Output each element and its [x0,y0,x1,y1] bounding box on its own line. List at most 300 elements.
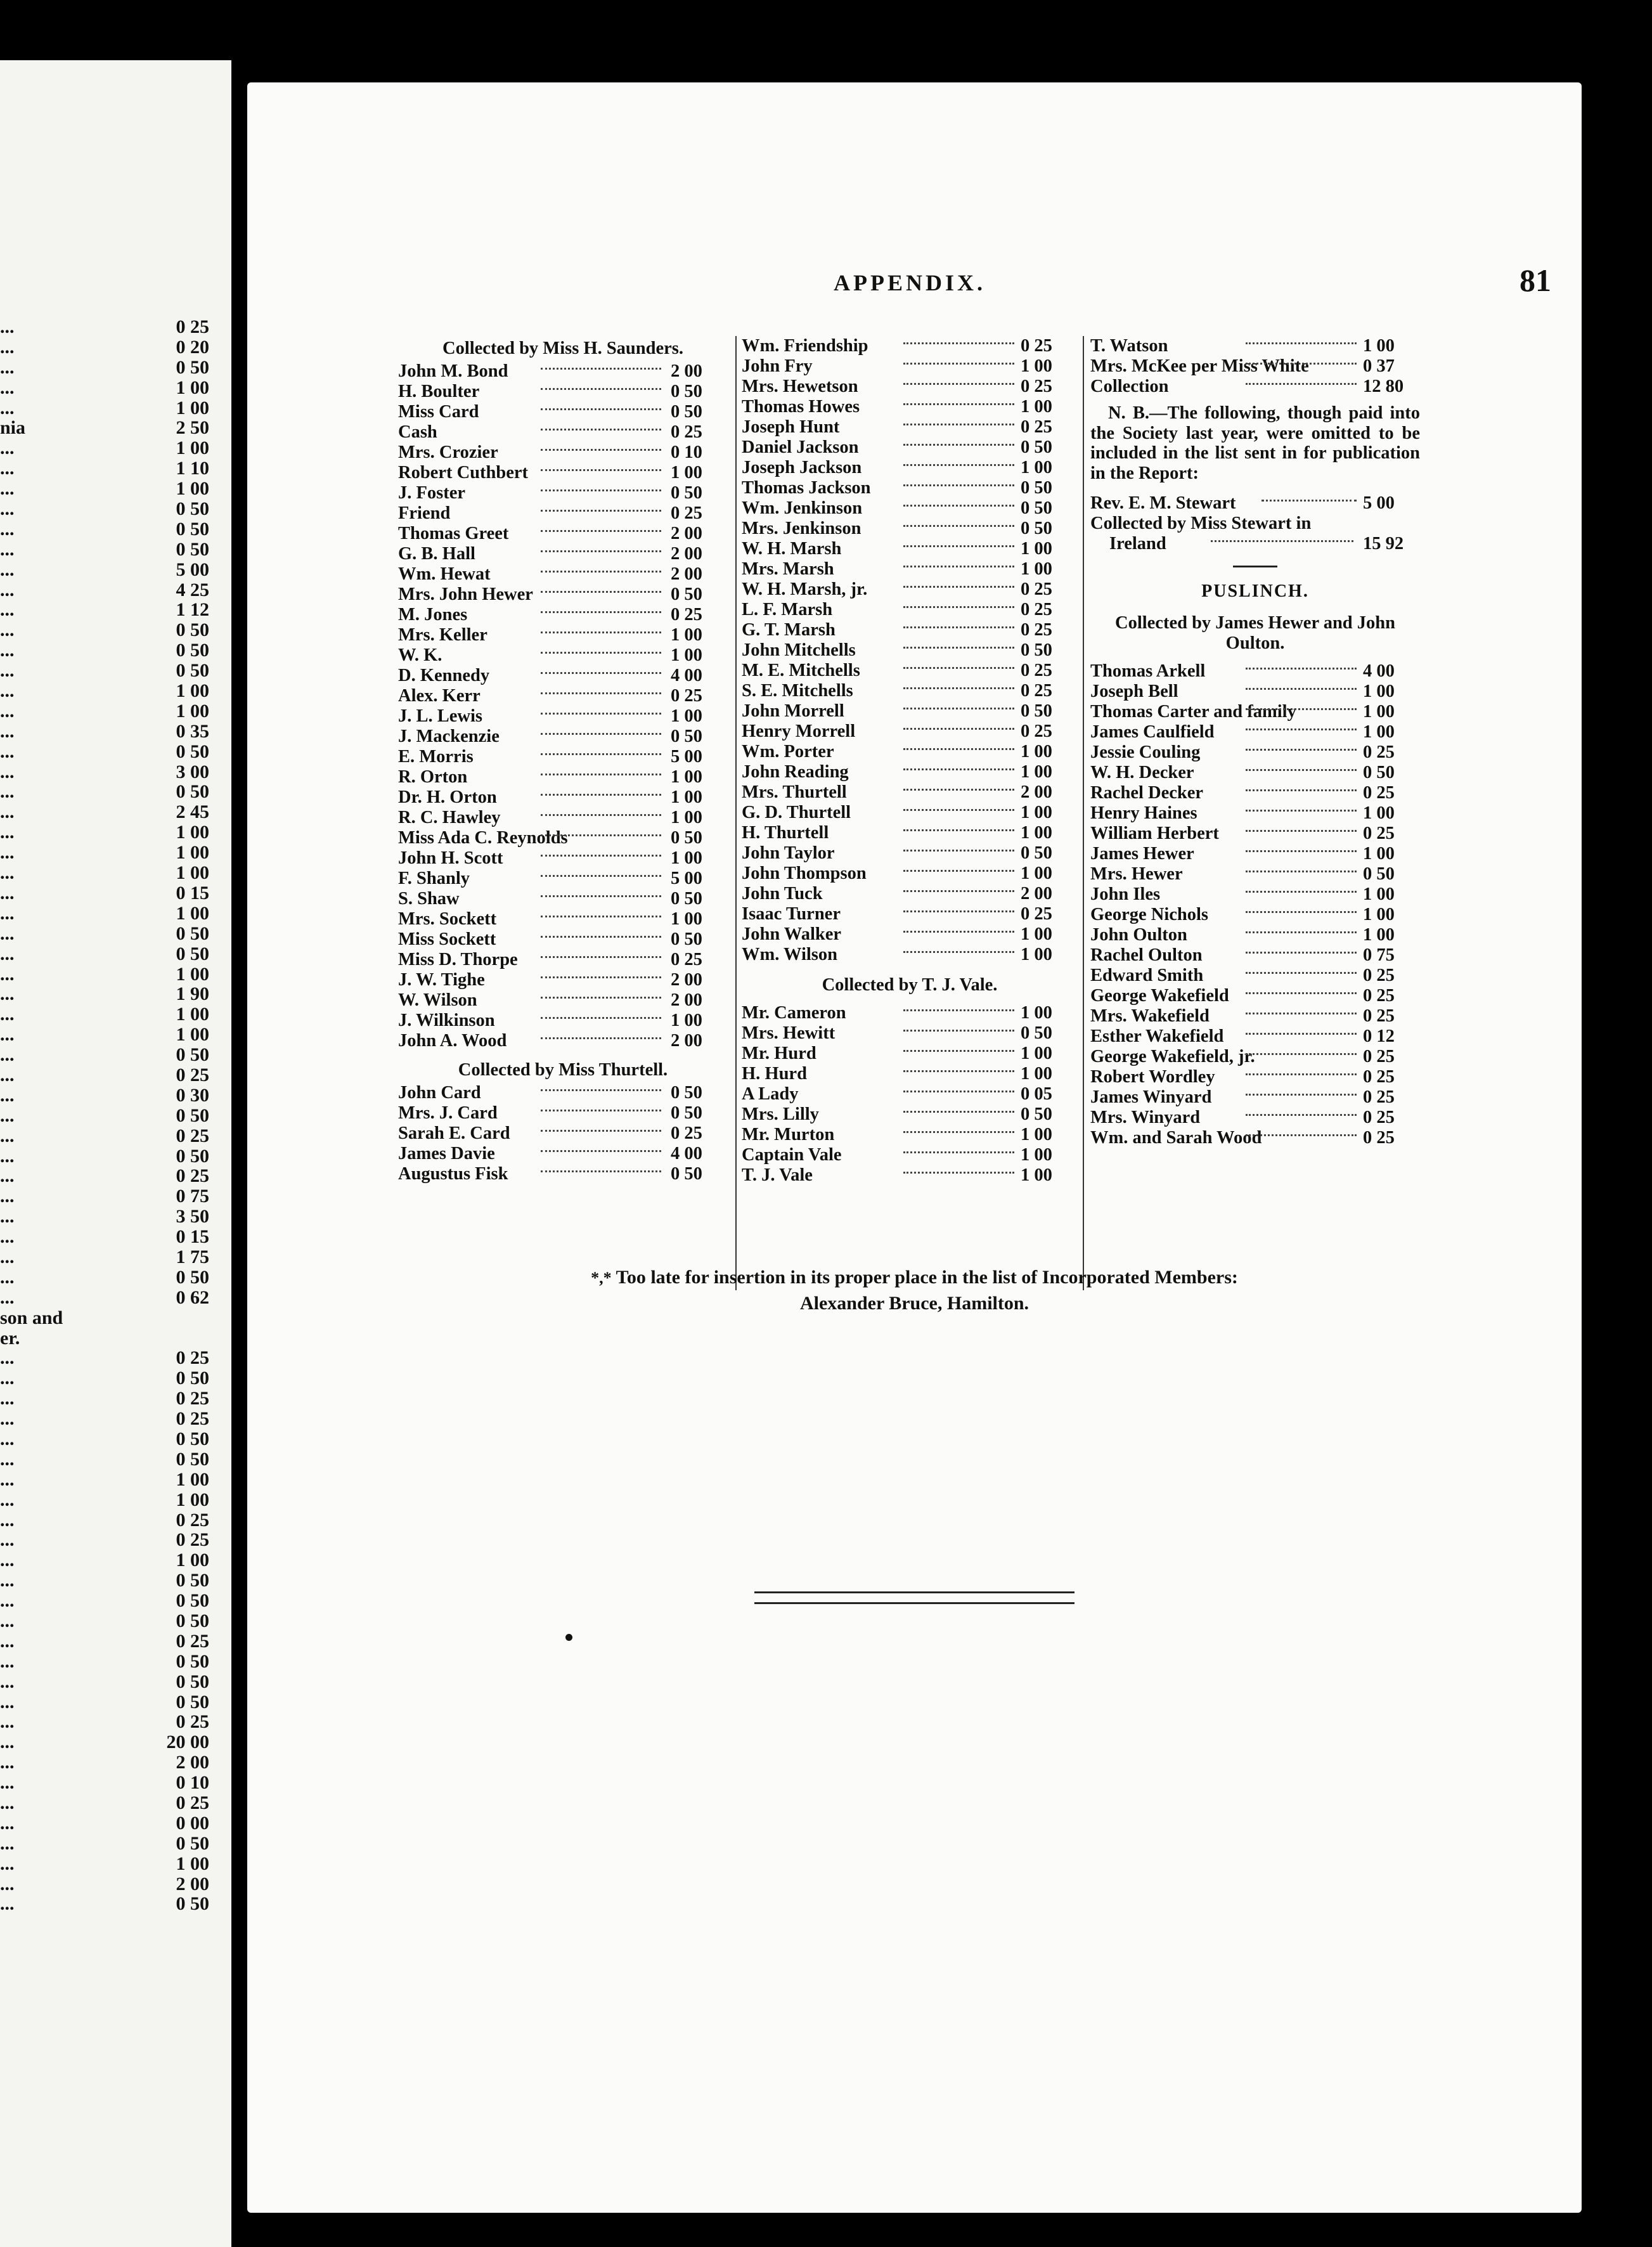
fragment-text: ... [0,801,15,823]
leader-dots [903,1091,1014,1092]
nb-note-text: N. B.—The following, though paid into the Society last year, were omitted to be included in the list sent in for publication in the Report: [1090,403,1420,483]
list-item [1090,1047,1420,1067]
fragment-amount: 0 50 [176,923,209,944]
donor-name: E. Morris [398,747,474,767]
fragment-text: ... [0,1145,15,1167]
donor-name: John Walker [742,924,842,944]
leader-dots [1246,1094,1357,1096]
leader-dots [903,342,1014,344]
leader-dots [1246,992,1357,994]
list-item [398,767,728,787]
leader-dots [1246,911,1357,913]
donor-name: Mrs. John Hewer [398,585,533,604]
leader-dots [541,672,661,674]
fragment-text: ... [0,1125,15,1146]
list-item [1090,1067,1420,1087]
fragment-amount: 0 15 [176,1226,209,1248]
donor-name: M. Jones [398,605,468,625]
list-item [1090,356,1420,377]
donor-name: M. E. Mitchells [742,661,860,680]
fragment-row [0,519,209,540]
fragment-amount: 0 25 [176,1125,209,1146]
fragment-text: ... [0,498,15,520]
leader-dots [541,733,661,735]
donor-name: Mr. Hurd [742,1044,816,1063]
fragment-amount: 0 50 [176,741,209,762]
fragment-amount: 0 50 [176,518,209,540]
fragment-text: ... [0,316,15,337]
fragment-row [0,1793,209,1813]
donor-name: W. H. Marsh [742,539,842,559]
list-item [1090,905,1420,925]
leader-dots [903,1172,1014,1174]
fragment-text: ... [0,700,15,722]
donor-name: Mrs. Jenkinson [742,519,861,538]
fragment-text: ... [0,579,15,600]
leader-dots [903,464,1014,466]
donor-name: John Mitchells [742,640,856,660]
donation-amount: 0 50 [671,727,702,746]
fragment-row [0,1530,209,1550]
donation-amount: 2 00 [671,361,702,381]
collector-heading: Collected by Miss H. Saunders. [442,339,684,358]
fragment-row [0,1348,209,1368]
donor-name: W. K. [398,645,442,665]
fragment-text: ... [0,1084,15,1106]
leader-dots [1246,1033,1357,1035]
fragment-row [0,1510,209,1531]
donor-name: Mrs. Marsh [742,559,834,579]
leader-dots [903,910,1014,912]
donor-name: J. W. Tighe [398,970,485,990]
donor-name: Mrs. Hewitt [742,1023,836,1043]
fragment-text: ... [0,1853,15,1874]
donation-amount: 1 00 [1021,1064,1052,1084]
end-rule [754,1591,1074,1604]
donation-amount: 0 50 [1363,763,1395,782]
fragment-text: ... [0,1165,15,1187]
leader-dots [903,1070,1014,1072]
list-item [742,803,1078,823]
donor-name: Esther Wakefield [1090,1026,1224,1046]
fragment-row [0,782,209,802]
donor-name: Thomas Carter and family [1090,702,1296,722]
list-item [398,463,728,483]
fragment-row [0,701,209,722]
fragment-amount: 0 50 [176,1428,209,1449]
fragment-row [0,1894,209,1914]
fragment-amount: 0 50 [176,1691,209,1713]
fragment-amount: 3 00 [176,761,209,782]
leader-dots [903,951,1014,953]
donor-name: Mrs. Hewetson [742,377,858,396]
leader-dots [903,403,1014,405]
fragment-amount: 0 15 [176,882,209,903]
donor-name: S. E. Mitchells [742,681,853,701]
fragment-amount: 0 25 [176,1347,209,1369]
donor-name: Robert Wordley [1090,1067,1215,1087]
list-item [1090,661,1420,682]
fragment-amount: 0 50 [176,943,209,964]
fragment-text: ... [0,822,15,843]
leader-dots [1246,1073,1357,1075]
fragment-text: ... [0,1792,15,1814]
fragment-amount: 1 10 [176,458,209,479]
fragment-amount: 2 50 [176,417,209,439]
list-item [742,823,1078,843]
leader-dots [541,550,661,552]
fragment-row [0,1429,209,1449]
list-item [398,1103,728,1124]
fragment-row [0,903,209,924]
list-item [1090,336,1420,356]
donation-amount: 2 00 [671,1031,702,1051]
donor-name: Jessie Couling [1090,742,1201,762]
fragment-text: ... [0,680,15,702]
leader-dots [541,834,661,836]
leader-dots [1246,850,1357,852]
leader-dots [541,794,661,796]
leader-dots [541,631,661,633]
leader-dots [541,530,661,532]
donation-amount: 0 75 [1363,945,1395,965]
leader-dots [903,647,1014,649]
fragment-text: ... [0,1266,15,1288]
list-item [398,727,728,747]
fragment-amount: 1 00 [176,700,209,722]
leader-dots [903,687,1014,689]
column-3 [1090,336,1420,1148]
donor-name: Mrs. J. Card [398,1103,498,1123]
donor-name: Rachel Decker [1090,783,1204,803]
donation-amount: 1 00 [1363,702,1395,722]
list-item [398,950,728,970]
leader-dots [1246,1013,1357,1014]
donor-name: Thomas Howes [742,397,860,417]
fragment-text: ... [0,1448,15,1470]
fragment-amount: 0 50 [176,356,209,378]
donor-name: Mrs. Sockett [398,909,497,929]
donation-amount: 12 80 [1363,377,1404,396]
list-item [742,762,1078,782]
leader-dots [903,484,1014,486]
fragment-text: ... [0,1104,15,1126]
list-item [742,336,1078,356]
donor-name: Rev. E. M. Stewart [1090,493,1236,513]
list-item [1090,1006,1420,1026]
fragment-text: ... [0,963,15,985]
donation-amount: 1 00 [1363,722,1395,742]
leader-dots [541,429,661,431]
leader-dots [541,774,661,775]
fragment-row [0,458,209,479]
leader-dots [541,976,661,978]
donation-amount: 0 37 [1363,356,1395,376]
fragment-row [0,620,209,640]
leader-dots [541,895,661,897]
fragment-amount: 0 50 [176,1145,209,1167]
list-item [742,620,1078,640]
fragment-amount: 0 50 [176,538,209,560]
donor-name: H. Thurtell [742,823,829,843]
fragment-row [0,1611,209,1631]
donor-name: F. Shanly [398,869,470,888]
fragment-amount: 1 00 [176,902,209,924]
list-item [1090,783,1420,803]
fragment-text: ... [0,336,15,358]
list-item [398,848,728,869]
donor-name: Augustus Fisk [398,1164,508,1184]
leader-dots [903,1111,1014,1113]
donation-amount: 0 25 [1363,1047,1395,1066]
fragment-text: ... [0,943,15,964]
donor-name: John Fry [742,356,813,376]
donation-amount: 0 25 [671,422,702,442]
fragment-text: ... [0,599,15,621]
list-item [398,625,728,645]
list-item [398,483,728,503]
list-item [1090,377,1420,397]
footnote-text: Too late for insertion in its proper place in the list of Incorporated Members: [616,1267,1238,1288]
fragment-row [0,1045,209,1065]
footnote-marker: *,* [591,1269,612,1287]
list-item [742,904,1078,924]
fragment-text: ... [0,1489,15,1510]
fragment-amount: 1 00 [176,377,209,398]
fragment-amount: 20 00 [166,1732,209,1753]
list-item [1090,1128,1420,1148]
fragment-row [0,499,209,519]
donation-amount: 0 25 [1021,336,1052,356]
fragment-row [0,418,209,438]
fragment-amount: 0 25 [176,1792,209,1814]
list-item [398,686,728,706]
list-item [742,519,1078,539]
fragment-amount: 0 00 [176,1812,209,1834]
list-item [1090,824,1420,844]
donation-list [742,336,1078,965]
leader-dots [903,931,1014,933]
leader-dots [1246,728,1357,730]
donor-name: R. C. Hawley [398,808,501,827]
list-item [398,605,728,625]
list-item [398,382,728,402]
fragment-text: ... [0,437,15,459]
fragment-row [0,924,209,944]
fragment-amount: 2 45 [176,801,209,823]
list-item [1090,1087,1420,1108]
donor-name: R. Orton [398,767,468,787]
fragment-row [0,317,209,337]
donor-name: J. Mackenzie [398,727,500,746]
fragment-text: ... [0,356,15,378]
leader-dots [903,728,1014,730]
donation-amount: 0 50 [671,1103,702,1123]
leader-dots [1246,1053,1357,1055]
fragment-row [0,722,209,742]
donor-name: Mrs. Hewer [1090,864,1183,884]
column-2 [742,336,1078,1186]
fragment-amount: 4 25 [176,579,209,600]
footnote-line-1 [247,1265,1582,1291]
donor-name: John Oulton [1090,925,1187,945]
donation-amount: 0 50 [1021,701,1052,721]
donor-name: Daniel Jackson [742,437,859,457]
donor-name: Collection [1090,377,1169,396]
donation-amount: 0 25 [1363,1067,1395,1087]
donation-amount: 1 00 [671,767,702,787]
fragment-row [0,1773,209,1793]
list-item [398,706,728,727]
fragment-row [0,1328,209,1349]
fragment-amount: 1 00 [176,963,209,985]
leader-dots [903,586,1014,588]
fragment-text: ... [0,1186,15,1207]
donation-amount: 4 00 [1363,661,1395,681]
donor-name: Mrs. Thurtell [742,782,847,802]
donation-list [398,1083,728,1184]
list-item [398,1011,728,1031]
leader-dots [1246,708,1357,710]
leader-dots [903,1131,1014,1133]
leader-dots [1246,871,1357,872]
donor-name: James Caulfield [1090,722,1215,742]
list-item [1090,864,1420,884]
leader-dots [541,652,661,654]
donation-amount: 0 05 [1021,1084,1052,1104]
fragment-row [0,1874,209,1894]
donation-amount: 1 00 [1021,924,1052,944]
donor-name: Miss Ada C. Reynolds [398,828,568,848]
fragment-amount: 0 50 [176,1104,209,1126]
donation-amount: 1 00 [1363,803,1395,823]
fragment-amount: 1 12 [176,599,209,621]
leader-dots [1246,688,1357,690]
leader-dots [903,1009,1014,1011]
donor-name: Mrs. Lilly [742,1104,819,1124]
fragment-row [0,1025,209,1045]
fragment-row [0,1207,209,1227]
donor-name: W. H. Marsh, jr. [742,580,868,599]
leader-dots [1246,891,1357,893]
fragment-row [0,358,209,378]
fragment-text: ... [0,1832,15,1854]
leader-dots [903,505,1014,507]
donor-name: John Card [398,1083,481,1103]
leader-dots [1246,830,1357,832]
fragment-row [0,1490,209,1510]
donor-name: Mrs. Crozier [398,443,498,462]
list-item [398,747,728,767]
donation-amount: 0 12 [1363,1026,1395,1046]
fragment-row [0,1449,209,1470]
donor-name: Isaac Turner [742,904,841,924]
donation-amount: 1 00 [1021,762,1052,782]
fragment-amount: 0 25 [176,1408,209,1430]
donation-amount: 0 25 [1363,1108,1395,1127]
leader-dots [903,829,1014,831]
donation-amount: 0 25 [671,503,702,523]
page-number: 81 [1520,262,1551,298]
donation-amount: 0 25 [1021,600,1052,619]
donation-amount: 0 50 [671,1164,702,1184]
fragment-amount: 0 25 [176,1388,209,1409]
donation-amount: 1 00 [671,1011,702,1030]
donor-name: James Hewer [1090,844,1194,864]
donor-name: James Winyard [1090,1087,1212,1107]
list-item [398,544,728,564]
leader-dots [1246,1134,1357,1136]
fragment-row [0,1631,209,1652]
fragment-amount: 3 50 [176,1206,209,1227]
fragment-amount: 0 50 [176,1368,209,1389]
donation-amount: 0 50 [1021,1104,1052,1124]
fragment-text: nia [0,417,26,439]
list-item [742,843,1078,864]
donation-amount: 1 00 [1021,356,1052,376]
fragment-row [0,479,209,499]
list-item [398,1144,728,1164]
donor-name: Miss Card [398,402,479,422]
donation-amount: 0 50 [671,889,702,909]
donor-name: John Morrell [742,701,844,721]
ink-speck [565,1634,572,1641]
fragment-row [0,1004,209,1025]
list-item [742,1145,1078,1165]
collector-heading: Collected by T. J. Vale. [822,975,998,995]
donation-amount: 1 00 [1021,1125,1052,1144]
donation-amount: 0 25 [1021,580,1052,599]
fragment-row [0,883,209,903]
list-item [742,1023,1078,1044]
donation-amount: 0 50 [1363,864,1395,884]
fragment-amount: 0 50 [176,1832,209,1854]
donor-name: T. J. Vale [742,1165,813,1185]
fragment-row [0,1752,209,1773]
fragment-text: ... [0,1691,15,1713]
fragment-amount: 1 00 [176,1004,209,1025]
fragment-row [0,863,209,883]
fragment-text: ... [0,660,15,682]
list-item [742,539,1078,559]
donation-amount: 0 25 [671,1124,702,1143]
donor-name: Cash [398,422,437,442]
donor-name: Thomas Jackson [742,478,871,498]
footnote-line-2: Alexander Bruce, Hamilton. [799,1293,1029,1314]
donor-name: Joseph Hunt [742,417,840,437]
donor-name: Mrs. Keller [398,625,487,645]
fragment-text: ... [0,1388,15,1409]
fragment-amount: 1 00 [176,478,209,500]
list-item [742,1064,1078,1084]
fragment-row [0,964,209,985]
list-item [742,681,1078,701]
fragment-text: ... [0,559,15,580]
fragment-row [0,1570,209,1591]
leader-dots [903,383,1014,385]
donor-name: Wm. Friendship [742,336,868,356]
fragment-amount: 0 50 [176,1610,209,1631]
fragment-text: son and [0,1307,63,1328]
donation-list [1090,336,1420,397]
list-item [398,503,728,524]
fragment-text: ... [0,923,15,944]
leader-dots [1246,363,1357,365]
donation-amount: 0 25 [671,950,702,969]
leader-dots [903,850,1014,852]
donor-name: John A. Wood [398,1031,507,1051]
fragment-amount: 0 20 [176,336,209,358]
